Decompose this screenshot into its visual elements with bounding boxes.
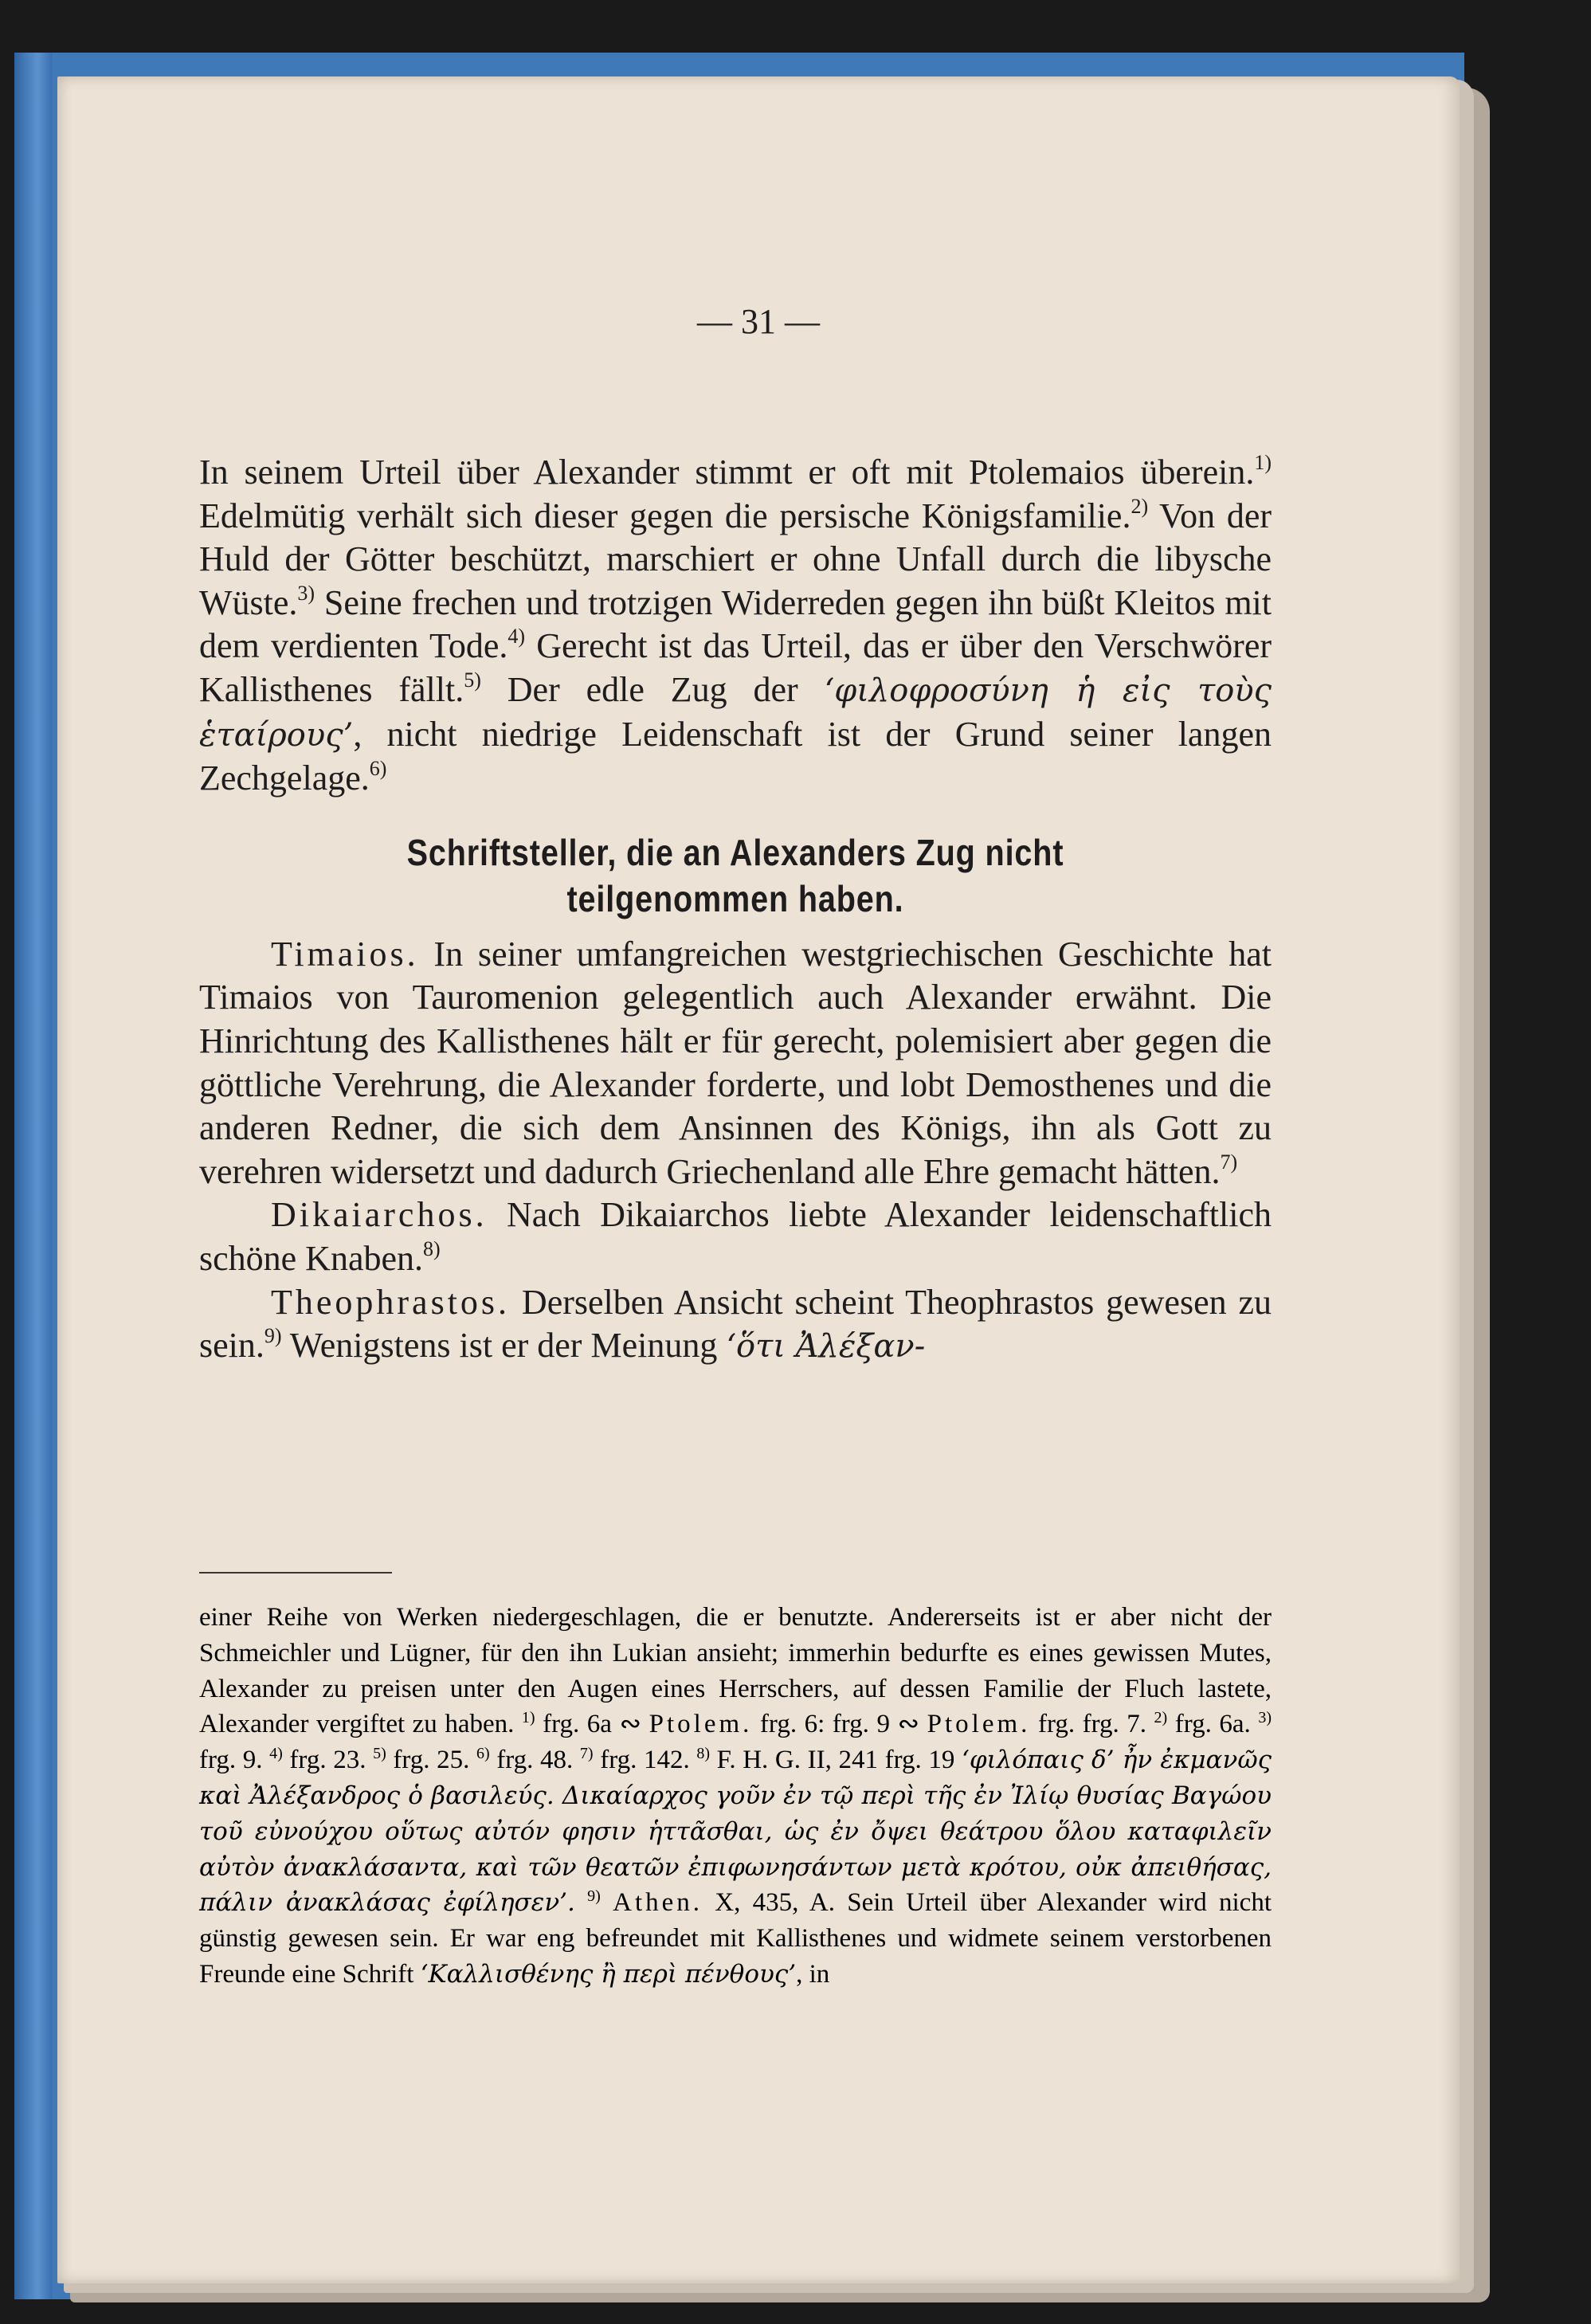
footnote-ref: 8) xyxy=(423,1236,441,1260)
text-run: Edelmütig verhält sich dieser gegen die persische Königsfamilie. xyxy=(199,496,1131,535)
footnote-ref: 7) xyxy=(1220,1150,1238,1174)
heading-line: teilgenommen haben. xyxy=(566,877,904,919)
footnote-text: frg. 6a ∾ xyxy=(535,1710,649,1739)
footnote-text: frg. 6: frg. 9 ∾ xyxy=(752,1710,927,1739)
footnote-rule xyxy=(199,1572,392,1574)
author-name: Timaios. xyxy=(271,934,419,974)
footnote-text: frg. 23. xyxy=(282,1746,374,1775)
greek-quote: ‘φιλοφροσύνη ἡ εἰς τοὺς ἑταίρους’ xyxy=(199,672,1272,754)
text-run: Seine frechen und trotzigen Widerreden gegen ihn büßt Kleitos mit dem verdienten Tode. xyxy=(199,582,1272,666)
footnote-number: 3) xyxy=(1258,1709,1272,1727)
footnote-number: 5) xyxy=(373,1745,386,1763)
text-run: Nach Dikaiarchos liebte Alexander leidenschaftlich schöne Knaben. xyxy=(199,1195,1272,1278)
paragraph-theophrastos xyxy=(199,1281,1272,1369)
author-name: Theophrastos. xyxy=(271,1282,511,1322)
footnote-number: 6) xyxy=(476,1745,490,1763)
section-heading xyxy=(274,829,1197,922)
footnote-text: frg. 25. xyxy=(386,1746,476,1775)
footnote-ref: 4) xyxy=(507,625,526,649)
footnote-text: frg. frg. 7. xyxy=(1030,1710,1154,1739)
author-abbrev: Ptolem. xyxy=(649,1710,753,1739)
footnote-text: einer Reihe von Werken niedergeschlagen, die er benutzte. Andererseits ist er aber nicht der Schmeichler und Lügner, für den ihn Lukian ansieht; immerhin bedurfte es eines gewissen Mutes, Alexander zu preisen unter den Augen eines Herrschers, auf dessen Familie der Fluch lastete, Alexander vergiftet zu haben. xyxy=(199,1603,1272,1739)
footnote-text: frg. 142. xyxy=(593,1746,697,1775)
footnote-text: F. H. G. II, 241 frg. 19 xyxy=(710,1746,962,1775)
footnote-ref: 1) xyxy=(1254,451,1272,474)
paragraph-dikaiarchos xyxy=(199,1193,1272,1280)
greek-quote: ‘φιλόπαις δ’ ἦν ἐκμανῶς καὶ Ἀλέξανδρος ὁ βασιλεύς. Δικαίαρχος γοῦν ἐν τῷ περὶ τῆς ἐν Ἰλίῳ θυσίας Βαγώου τοῦ εὐνούχου οὕτως αὐτόν φησιν ἡττᾶσθαι, ὡς ἐν ὄψει θεάτρου ὅλου καταφιλεῖν αὐτὸν ἀνακλάσαντα, καὶ τῶν θεατῶν ἐπιφωνησάντων μετὰ κρότου, οὐκ ἀπειθήσας, πάλιν ἀνακλάσας ἐφίλησεν’. xyxy=(199,1746,1272,1918)
text-run: Der edle Zug der xyxy=(480,669,825,709)
footnote-ref: 6) xyxy=(369,757,387,781)
footnote-ref: 9) xyxy=(264,1324,282,1348)
footnote-number: 9) xyxy=(587,1887,601,1906)
footnote-number: 4) xyxy=(269,1745,283,1763)
text-run: Wenigstens ist er der Meinung xyxy=(281,1326,727,1366)
text-run: Gerecht ist das Urteil, das er über den Verschwörer Kallisthenes fällt. xyxy=(199,626,1272,709)
text-run: , nicht niedrige Leidenschaft ist der Grund seiner langen Zechgelage. xyxy=(199,714,1272,798)
footnote-number: 2) xyxy=(1154,1709,1168,1727)
footnote-ref: 2) xyxy=(1131,494,1149,518)
footnote-ref: 5) xyxy=(464,668,481,692)
footnote-number: 1) xyxy=(521,1709,535,1727)
footnote-number: 7) xyxy=(579,1745,594,1763)
text-run: In seinem Urteil über Alexander stimmt er oft mit Ptolemaios überein. xyxy=(199,453,1255,492)
footnote-block xyxy=(199,1600,1272,1993)
footnotes xyxy=(199,1600,1272,1993)
author-abbrev: Ptolem. xyxy=(927,1710,1031,1739)
footnote-text: frg. 9. xyxy=(199,1746,270,1775)
greek-quote: ‘ὅτι Ἀλέξαν- xyxy=(726,1328,926,1366)
text-run: Derselben Ansicht scheint Theophrastos gewesen zu sein. xyxy=(199,1282,1272,1366)
footnote-text: , in xyxy=(796,1959,830,1989)
footnote-number: 8) xyxy=(696,1745,710,1763)
author-abbrev: Athen. xyxy=(613,1888,703,1918)
footnote-text: X, 435, A. Sein Urteil über Alexander wird nicht günstig gewesen sein. Er war eng befreundet mit Kallisthenes und widmete seinem verstorbenen Freunde eine Schrift xyxy=(199,1888,1272,1989)
footnote-ref: 3) xyxy=(297,581,315,605)
heading-line: Schriftsteller, die an Alexanders Zug nicht xyxy=(406,831,1064,873)
text-run: Von der Huld der Götter beschützt, marschiert er ohne Unfall durch die libysche Wüste. xyxy=(199,496,1272,622)
author-name: Dikaiarchos. xyxy=(271,1195,488,1235)
paragraph-timaios xyxy=(199,933,1272,1194)
greek-quote: ‘Καλλισθένης ἢ περὶ πένθους’ xyxy=(420,1959,797,1989)
footnote-text: frg. 48. xyxy=(489,1746,580,1775)
page-number: — 31 — xyxy=(697,302,820,341)
footnote-text: frg. 6a. xyxy=(1167,1710,1259,1739)
main-text xyxy=(199,451,1272,1369)
book-spine xyxy=(14,53,53,2299)
text-run: In seiner umfangreichen westgriechischen Geschichte hat Timaios von Tauromenion gelegentlich auch Alexander erwähnt. Die Hinrichtung des Kallisthenes hält er für gerecht, polemisiert aber gegen die göttliche Verehrung, die Alexander forderte, und lobt Demosthenes und die anderen Redner, die sich dem Ansinnen des Königs, ihn als Gott zu verehren widersetzt und dadurch Griechenland alle Ehre gemacht hätten. xyxy=(199,934,1272,1191)
paragraph-ptolemaios xyxy=(199,451,1272,801)
